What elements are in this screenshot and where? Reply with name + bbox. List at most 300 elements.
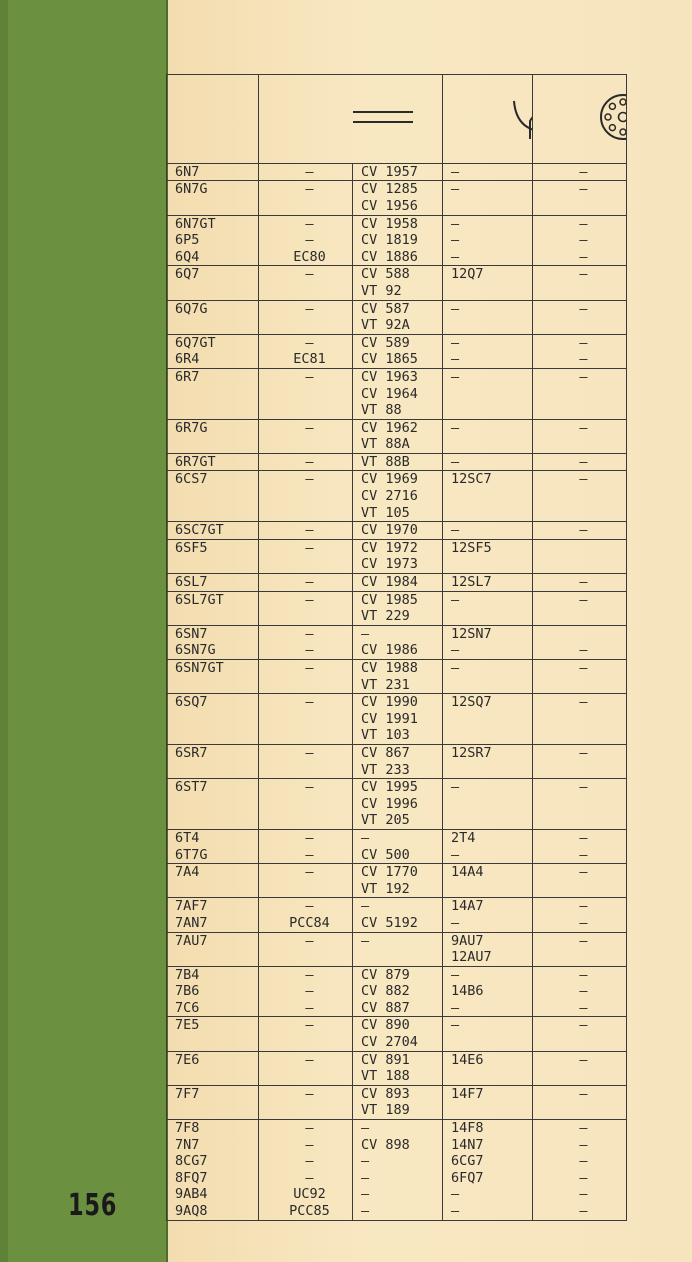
military-equivalent-value: – [361,1203,370,1219]
socket-variant-cell [533,215,627,266]
european-equivalent-value: – [305,163,314,180]
tube-type-cell [167,744,259,778]
table-row [167,694,627,745]
tube-type-value: 9AB4 [175,1186,208,1203]
filament-variant-value: – [451,232,460,249]
military-equivalent-value: CV 500 [361,846,410,863]
military-equivalent-cell [353,266,443,300]
european-equivalent-cell [259,574,353,592]
tube-type-value: 7E6 [175,1051,200,1068]
socket-variant-cell [533,779,627,830]
european-equivalent-value: UC92 [293,1186,326,1203]
socket-variant-value: – [579,779,588,796]
european-equivalent-value: – [305,1136,314,1153]
military-equivalent-value: CV 1956 [361,197,418,214]
tube-type-cell [167,471,259,522]
socket-variant-cell [533,966,627,1017]
military-equivalent-value: CV 867 [361,744,410,761]
filament-variant-value: 9AU7 [451,932,484,949]
european-equivalent-value: – [305,898,314,915]
socket-variant-cell [533,591,627,625]
european-equivalent-value: – [305,744,314,761]
tube-type-value: 6Q7 [175,266,200,283]
military-equivalent-cell [353,779,443,830]
filament-variant-value: – [451,591,460,608]
table-row [167,574,627,592]
filament-variant-cell [443,266,533,300]
military-equivalent-value: CV 1969 [361,471,418,488]
socket-variant-cell [533,368,627,419]
filament-variant-cell [443,1017,533,1051]
european-equivalent-cell [259,368,353,419]
tube-type-value: 6SL7 [175,574,208,591]
european-equivalent-value: – [305,1153,314,1170]
table-row [167,453,627,471]
military-equivalent-value: CV 1958 [361,215,418,232]
european-equivalent-cell [259,932,353,966]
tube-type-value: 7F7 [175,1085,200,1102]
military-equivalent-cell [353,1017,443,1051]
tube-type-cell [167,829,259,863]
european-equivalent-value: – [305,1017,314,1034]
table-row [167,163,627,181]
filament-variant-cell [443,522,533,540]
military-equivalent-value: VT 205 [361,812,410,829]
filament-variant-cell [443,660,533,694]
socket-variant-value: – [579,999,588,1016]
filament-variant-value: 2T4 [451,829,476,846]
filament-variant-value: 14N7 [451,1136,484,1153]
filament-variant-value: 14E6 [451,1051,484,1068]
military-equivalent-value: VT 188 [361,1068,410,1085]
military-equivalent-cell [353,1085,443,1119]
european-equivalent-cell [259,266,353,300]
military-equivalent-value: VT 231 [361,676,410,693]
european-equivalent-value: – [305,1085,314,1102]
header-filament-cell [443,75,533,164]
filament-variant-value: – [451,181,460,198]
military-equivalent-value: CV 1973 [361,556,418,573]
table-row [167,419,627,453]
european-equivalent-cell [259,215,353,266]
table-row [167,864,627,898]
header-equivalent-cell [259,75,443,164]
european-equivalent-value: – [305,181,314,198]
socket-variant-value: – [579,453,588,470]
table-row [167,215,627,266]
filament-variant-value: 14F7 [451,1085,484,1102]
tube-equivalents-table [166,74,627,1221]
european-equivalent-cell [259,660,353,694]
military-equivalent-cell [353,419,443,453]
equivalence-icon [351,107,415,127]
military-equivalent-cell [353,898,443,932]
military-equivalent-value: VT 233 [361,761,410,778]
european-equivalent-value: – [305,660,314,676]
filament-variant-cell [443,300,533,334]
filament-variant-value: – [451,1017,460,1034]
socket-variant-value: – [579,522,588,539]
european-equivalent-cell [259,181,353,215]
military-equivalent-value: CV 2716 [361,488,418,505]
military-equivalent-value: VT 88B [361,453,410,470]
socket-variant-value: – [579,591,588,608]
tube-type-value: 8CG7 [175,1153,208,1170]
filament-variant-value: – [451,351,460,368]
socket-variant-value: – [579,864,588,881]
tube-type-value: 7F8 [175,1120,200,1137]
european-equivalent-value: – [305,966,314,983]
socket-variant-value [541,540,626,557]
filament-variant-value: – [451,522,460,539]
european-equivalent-value: – [305,932,314,949]
socket-variant-value: – [579,932,588,949]
european-equivalent-value: – [305,1120,314,1137]
filament-variant-cell [443,864,533,898]
filament-variant-value: 12SC7 [451,471,492,488]
european-equivalent-cell [259,419,353,453]
military-equivalent-value: CV 1770 [361,864,418,881]
european-equivalent-value: – [305,846,314,863]
socket-variant-value: – [579,163,588,180]
tube-type-cell [167,368,259,419]
socket-variant-cell [533,694,627,745]
tube-type-cell [167,625,259,659]
european-equivalent-value: EC80 [293,248,326,265]
military-equivalent-value: CV 1986 [361,642,418,659]
socket-variant-value: – [579,983,588,1000]
filament-variant-cell [443,694,533,745]
military-equivalent-value: VT 88 [361,402,402,419]
socket-variant-cell [533,181,627,215]
table-row [167,181,627,215]
military-equivalent-value: CV 893 [361,1085,410,1102]
socket-variant-value: – [579,744,588,761]
military-equivalent-cell [353,1120,443,1221]
tube-type-cell [167,215,259,266]
tube-type-value: 6R7 [175,368,200,385]
military-equivalent-cell [353,591,443,625]
filament-variant-cell [443,898,533,932]
tube-type-value: 7AU7 [175,932,208,949]
military-equivalent-value: CV 1865 [361,351,418,368]
tube-type-value: 6SN7GT [175,660,224,676]
tube-type-cell [167,1120,259,1221]
socket-variant-value: – [579,1051,588,1068]
european-equivalent-cell [259,779,353,830]
european-equivalent-value: – [305,864,314,881]
socket-variant-value: – [579,300,588,317]
european-equivalent-value: – [305,266,314,283]
tube-type-cell [167,1017,259,1051]
european-equivalent-cell [259,539,353,573]
european-equivalent-cell [259,1120,353,1221]
tube-type-value: 6Q7G [175,300,208,317]
tube-type-value: 7AN7 [175,914,208,931]
tube-type-value: 7B6 [175,983,200,1000]
filament-variant-cell [443,181,533,215]
military-equivalent-value: – [361,898,370,915]
socket-variant-cell [533,471,627,522]
header-socket-cell [533,75,627,164]
socket-variant-cell [533,163,627,181]
military-equivalent-cell [353,453,443,471]
filament-variant-cell [443,1085,533,1119]
military-equivalent-cell [353,660,443,694]
page-number: 156 [68,1188,118,1223]
filament-variant-value: – [451,660,460,676]
table-row [167,266,627,300]
socket-variant-cell [533,574,627,592]
header-type-cell [167,75,259,164]
table-row [167,1017,627,1051]
tube-type-value: 7B4 [175,966,200,983]
military-equivalent-value: CV 1957 [361,163,418,180]
tube-type-value: 9AQ8 [175,1203,208,1219]
military-equivalent-value: – [361,932,370,949]
tube-type-cell [167,660,259,694]
tube-type-value: 7E5 [175,1017,200,1034]
european-equivalent-value: – [305,419,314,436]
socket-variant-value: – [579,898,588,915]
socket-variant-value: – [579,215,588,232]
filament-variant-value: 6CG7 [451,1153,484,1170]
socket-variant-cell [533,453,627,471]
green-margin [0,0,168,1262]
tube-type-value: 6SF5 [175,539,208,556]
socket-variant-value: – [579,1136,588,1153]
filament-variant-cell [443,419,533,453]
military-equivalent-value: CV 1963 [361,368,418,385]
military-equivalent-value: CV 1819 [361,232,418,249]
military-equivalent-cell [353,368,443,419]
filament-variant-cell [443,574,533,592]
filament-variant-value: – [451,419,460,436]
military-equivalent-cell [353,300,443,334]
filament-variant-cell [443,539,533,573]
filament-variant-value: 12SF5 [451,539,492,556]
military-equivalent-cell [353,574,443,592]
filament-variant-cell [443,829,533,863]
european-equivalent-value: PCC84 [289,914,330,931]
socket-variant-value: – [579,334,588,351]
military-equivalent-value: CV 1962 [361,419,418,436]
tube-type-cell [167,539,259,573]
military-equivalent-value: – [361,1153,370,1170]
socket-variant-value: – [579,1085,588,1102]
socket-variant-value: – [579,846,588,863]
military-equivalent-cell [353,181,443,215]
filament-variant-value: – [451,334,460,351]
european-equivalent-cell [259,1085,353,1119]
military-equivalent-cell [353,539,443,573]
military-equivalent-value: CV 1991 [361,710,418,727]
european-equivalent-cell [259,591,353,625]
socket-variant-cell [533,864,627,898]
military-equivalent-value: CV 1886 [361,248,418,265]
military-equivalent-cell [353,694,443,745]
european-equivalent-value: – [305,471,314,488]
socket-variant-value [541,626,626,643]
military-equivalent-value: – [361,1186,370,1203]
military-equivalent-value: CV 890 [361,1017,410,1034]
filament-variant-cell [443,966,533,1017]
socket-variant-value: – [579,1120,588,1137]
table-row [167,368,627,419]
military-equivalent-cell [353,471,443,522]
tube-type-cell [167,694,259,745]
military-equivalent-value: CV 588 [361,266,410,283]
military-equivalent-cell [353,1051,443,1085]
filament-variant-value: – [451,1203,460,1219]
military-equivalent-value: CV 1990 [361,694,418,711]
military-equivalent-cell [353,744,443,778]
socket-variant-cell [533,266,627,300]
tube-type-cell [167,932,259,966]
filament-variant-value: – [451,163,460,180]
european-equivalent-value: – [305,1051,314,1068]
military-equivalent-value: CV 1285 [361,181,418,198]
military-equivalent-cell [353,864,443,898]
tube-type-cell [167,574,259,592]
margin-edge [0,0,8,1262]
european-equivalent-value: – [305,368,314,385]
socket-variant-cell [533,522,627,540]
tube-type-cell [167,966,259,1017]
military-equivalent-value: CV 1984 [361,574,418,591]
table-row [167,1120,627,1221]
table-row [167,779,627,830]
filament-variant-value: 14F8 [451,1120,484,1137]
tube-socket-icon [598,92,626,142]
socket-variant-value: – [579,419,588,436]
military-equivalent-value: CV 891 [361,1051,410,1068]
filament-variant-cell [443,625,533,659]
military-equivalent-value: CV 2704 [361,1034,418,1051]
european-equivalent-value: – [305,694,314,711]
military-equivalent-value: CV 1970 [361,522,418,539]
tube-type-value: 6CS7 [175,471,208,488]
filament-icon [508,93,532,141]
socket-variant-value: – [579,642,588,659]
filament-variant-cell [443,368,533,419]
military-equivalent-value: VT 192 [361,880,410,897]
european-equivalent-value: – [305,574,314,591]
filament-variant-value: – [451,779,460,796]
socket-variant-value: – [579,1153,588,1170]
military-equivalent-value: – [361,625,370,642]
table-row [167,660,627,694]
socket-variant-value: – [579,1169,588,1186]
socket-variant-cell [533,1085,627,1119]
tube-type-value: 6Q4 [175,248,200,265]
table-row [167,591,627,625]
european-equivalent-cell [259,864,353,898]
tube-type-cell [167,419,259,453]
filament-variant-cell [443,932,533,966]
european-equivalent-cell [259,1017,353,1051]
socket-variant-value: – [579,266,588,283]
military-equivalent-value: VT 92 [361,282,402,299]
military-equivalent-value: – [361,829,370,846]
filament-variant-value: – [451,642,460,659]
military-equivalent-cell [353,334,443,368]
header-row [167,75,627,164]
european-equivalent-value: – [305,215,314,232]
table-row [167,1085,627,1119]
socket-variant-value: – [579,694,588,711]
tube-type-cell [167,163,259,181]
european-equivalent-value: PCC85 [289,1203,330,1219]
socket-variant-cell [533,660,627,694]
tube-type-value: 6SL7GT [175,591,224,608]
tube-type-value: 6N7G [175,181,208,198]
tube-type-value: 6SC7GT [175,522,224,539]
european-equivalent-value: – [305,829,314,846]
tube-type-value: 6R7GT [175,453,216,470]
socket-variant-cell [533,1120,627,1221]
tube-type-value: 6SN7 [175,625,208,642]
tube-type-value: 8FQ7 [175,1169,208,1186]
military-equivalent-value: CV 898 [361,1136,410,1153]
filament-variant-value: – [451,966,460,983]
tube-type-cell [167,1085,259,1119]
military-equivalent-value: – [361,1120,370,1137]
filament-variant-value: – [451,914,460,931]
tube-type-cell [167,864,259,898]
socket-variant-cell [533,300,627,334]
european-equivalent-value: – [305,625,314,642]
tube-type-value: 6SN7G [175,642,216,659]
socket-variant-value: – [579,1186,588,1203]
european-equivalent-value: – [305,522,314,539]
military-equivalent-value: CV 5192 [361,914,418,931]
table-row [167,744,627,778]
tube-type-cell [167,898,259,932]
military-equivalent-value: CV 1972 [361,539,418,556]
european-equivalent-cell [259,694,353,745]
european-equivalent-value: – [305,300,314,317]
table-row [167,898,627,932]
european-equivalent-cell [259,471,353,522]
tube-type-cell [167,300,259,334]
filament-variant-value: 14B6 [451,983,484,1000]
tube-type-value: 6Q7GT [175,334,216,351]
socket-variant-value: – [579,966,588,983]
socket-variant-cell [533,829,627,863]
filament-variant-value: – [451,215,460,232]
table-row [167,471,627,522]
table-row [167,300,627,334]
table-row [167,539,627,573]
military-equivalent-value: – [361,1169,370,1186]
socket-variant-value: – [579,1203,588,1219]
socket-variant-cell [533,419,627,453]
filament-variant-value: 12SL7 [451,574,492,591]
military-equivalent-cell [353,522,443,540]
military-equivalent-value: VT 103 [361,727,410,744]
socket-variant-cell [533,1017,627,1051]
european-equivalent-value: – [305,1169,314,1186]
tube-type-cell [167,1051,259,1085]
tube-type-value: 7AF7 [175,898,208,915]
military-equivalent-value: VT 189 [361,1102,410,1119]
tube-type-value: 6ST7 [175,779,208,796]
european-equivalent-cell [259,522,353,540]
socket-variant-value: – [579,471,588,488]
european-equivalent-cell [259,966,353,1017]
military-equivalent-cell [353,829,443,863]
